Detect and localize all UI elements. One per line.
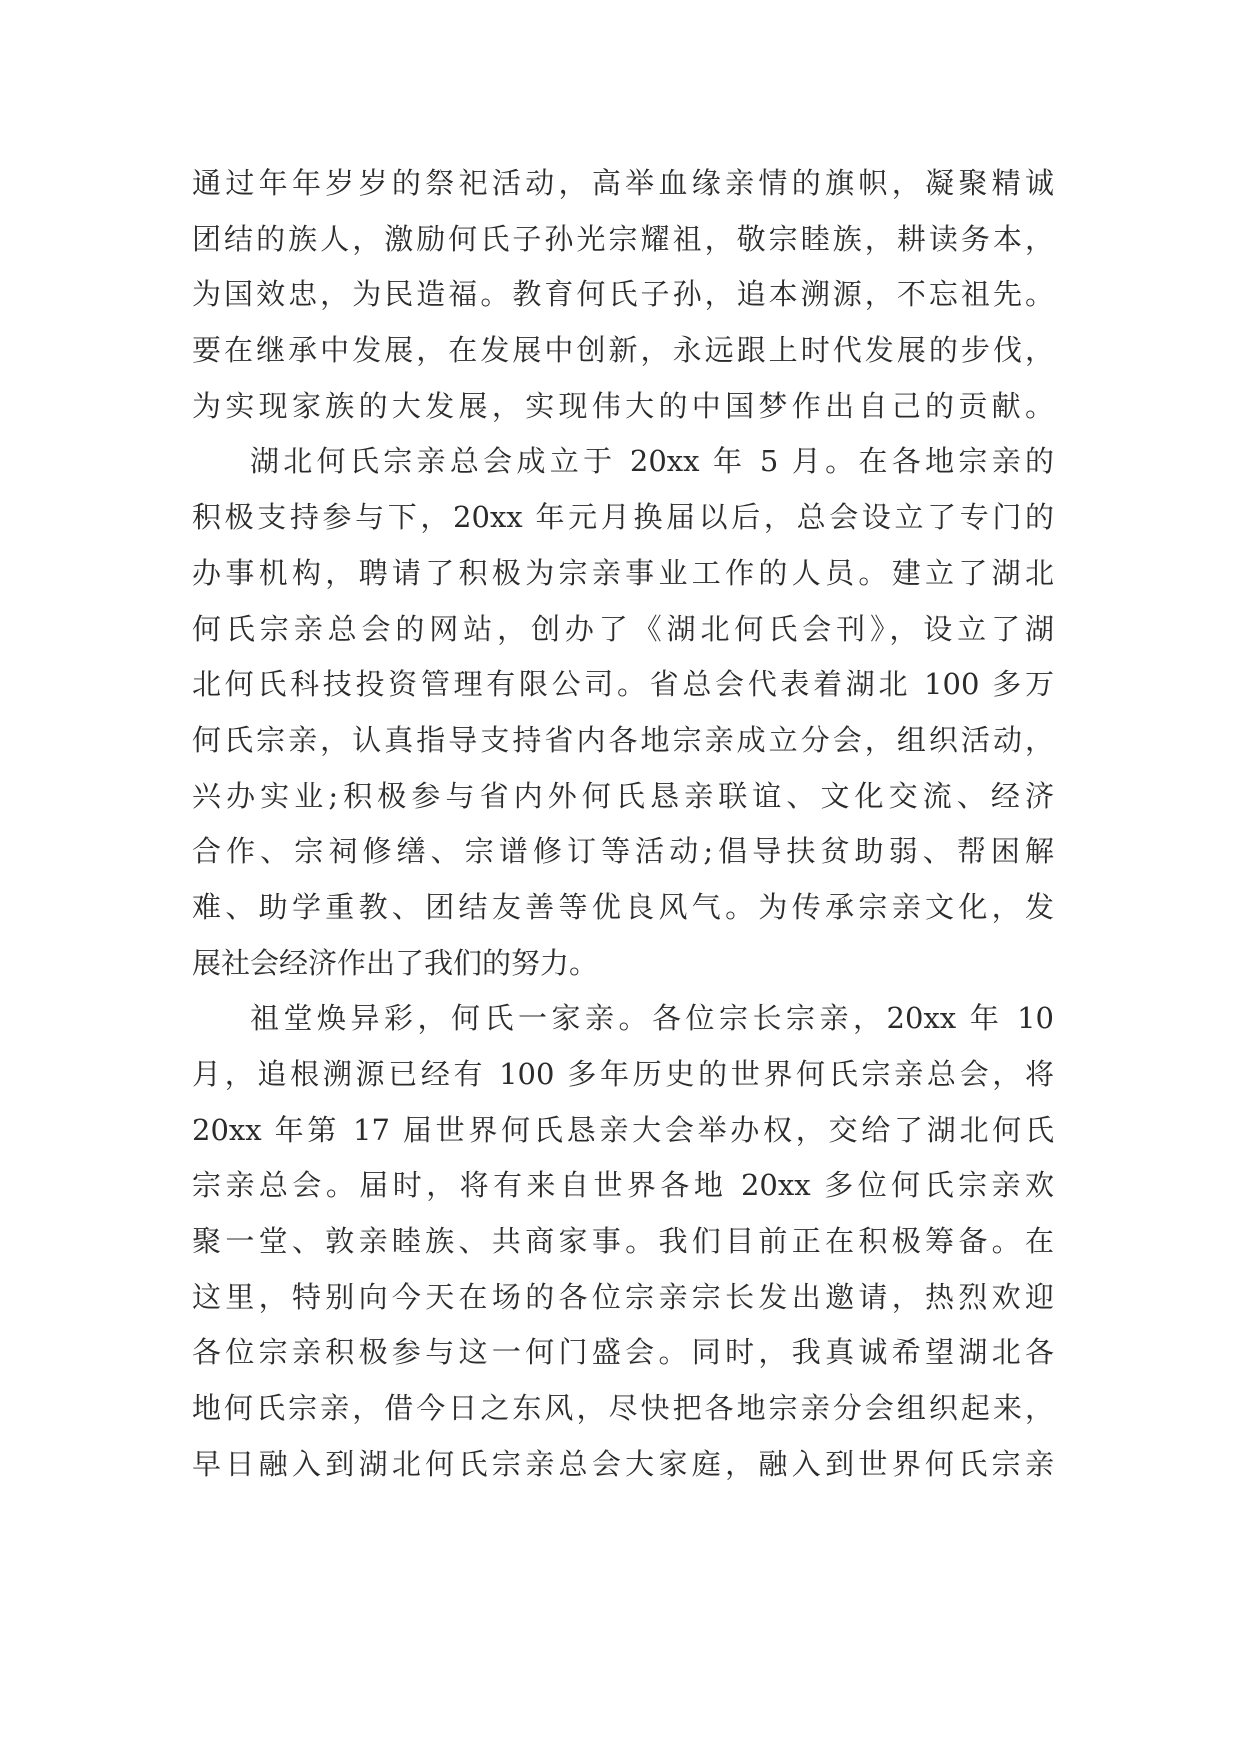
text-line: 通过年年岁岁的祭祀活动，高举血缘亲情的旗帜，凝聚精诚	[192, 166, 1054, 200]
text-line: 为国效忠，为民造福。教育何氏子孙，追本溯源，不忘祖先。	[192, 277, 1054, 312]
text-line: 北何氏科技投资管理有限公司。省总会代表着湖北 100 多万	[192, 667, 1054, 702]
paragraph-first-line: 湖北何氏宗亲总会成立于 20xx 年 5 月。在各地宗亲的	[250, 444, 1054, 479]
paragraph-first-line: 祖堂焕异彩，何氏一家亲。各位宗长宗亲，20xx 年 10	[250, 1001, 1054, 1036]
text-line: 难、助学重教、团结友善等优良风气。为传承宗亲文化，发	[192, 889, 1054, 924]
text-line: 合作、宗祠修缮、宗谱修订等活动;倡导扶贫助弱、帮困解	[192, 834, 1054, 869]
text-line: 兴办实业;积极参与省内外何氏恳亲联谊、文化交流、经济	[192, 778, 1054, 813]
text-line: 为实现家族的大发展，实现伟大的中国梦作出自己的贡献。	[192, 388, 1054, 423]
text-line: 聚一堂、敦亲睦族、共商家事。我们目前正在积极筹备。在	[192, 1224, 1054, 1259]
text-line: 何氏宗亲，认真指导支持省内各地宗亲成立分会，组织活动，	[192, 722, 1054, 757]
text-line: 这里，特别向今天在场的各位宗亲宗长发出邀请，热烈欢迎	[192, 1279, 1054, 1314]
text-line: 办事机构，聘请了积极为宗亲事业工作的人员。建立了湖北	[192, 555, 1054, 590]
text-line: 地何氏宗亲，借今日之东风，尽快把各地宗亲分会组织起来，	[192, 1391, 1054, 1426]
paragraph-last-line: 展社会经济作出了我们的努力。	[192, 945, 599, 980]
text-line: 月，追根溯源已经有 100 多年历史的世界何氏宗亲总会，将	[192, 1057, 1054, 1091]
text-line: 20xx 年第 17 届世界何氏恳亲大会举办权，交给了湖北何氏	[192, 1112, 1054, 1147]
text-line: 各位宗亲积极参与这一何门盛会。同时，我真诚希望湖北各	[192, 1335, 1054, 1370]
text-line: 宗亲总会。届时，将有来自世界各地 20xx 多位何氏宗亲欢	[192, 1168, 1054, 1203]
text-line: 积极支持参与下，20xx 年元月换届以后，总会设立了专门的	[192, 500, 1054, 535]
text-line: 团结的族人，激励何氏子孙光宗耀祖，敬宗睦族，耕读务本，	[192, 221, 1054, 256]
text-line: 早日融入到湖北何氏宗亲总会大家庭，融入到世界何氏宗亲	[192, 1446, 1054, 1481]
document-body	[192, 156, 1054, 1493]
text-line: 何氏宗亲总会的网站，创办了《湖北何氏会刊》，设立了湖	[192, 611, 1054, 646]
text-line: 要在继承中发展，在发展中创新，永远跟上时代发展的步伐，	[192, 333, 1054, 368]
